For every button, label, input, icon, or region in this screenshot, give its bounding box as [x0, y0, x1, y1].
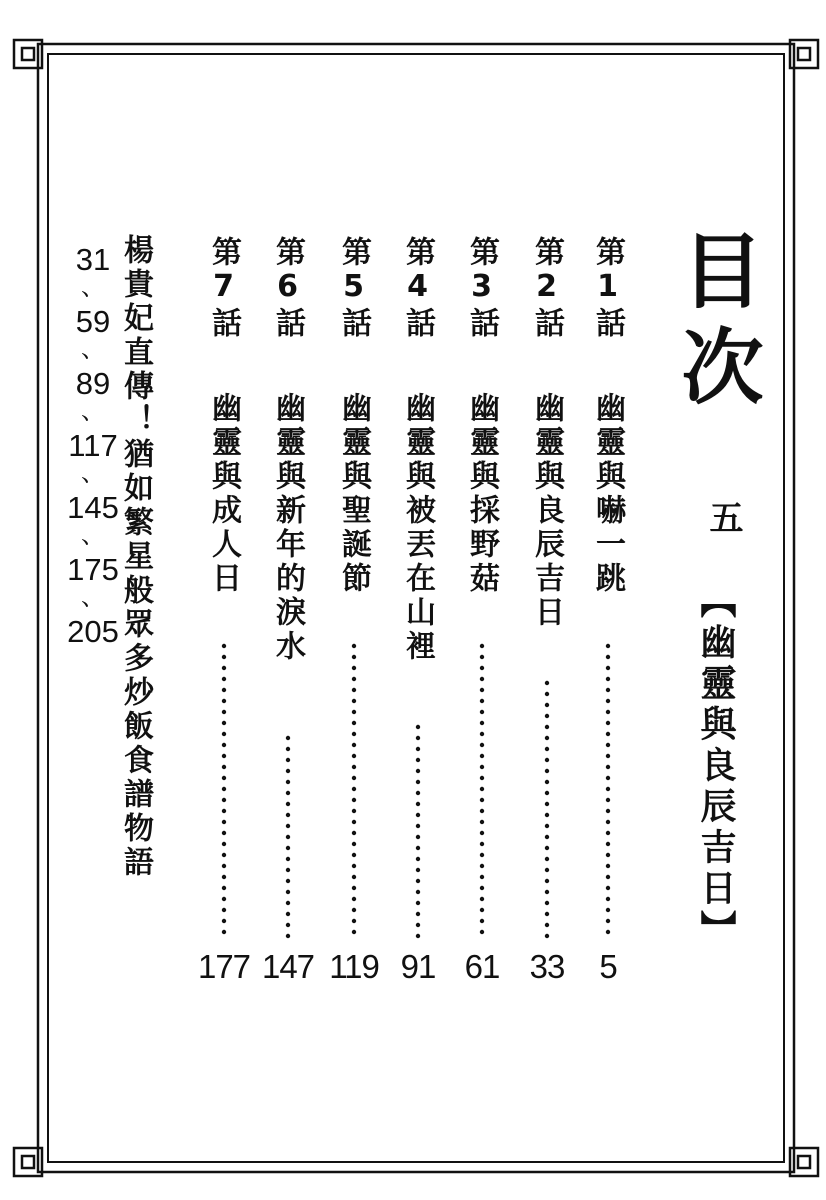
chapter-page-number: 33 — [529, 948, 565, 985]
chapter-number: 第5話 — [336, 236, 371, 340]
chapter-entry[interactable] — [261, 236, 315, 986]
chapter-title: 幽靈與被丟在山裡 — [400, 392, 435, 664]
chapter-page-number: 119 — [329, 948, 379, 985]
dot-leader — [398, 236, 438, 986]
chapter-title: 幽靈與嚇一跳 — [590, 392, 625, 596]
volume-title: 【幽靈與良辰吉日】 — [695, 582, 736, 951]
chapter-number: 第3話 — [464, 236, 499, 340]
extra-page-number: 59 — [75, 304, 111, 339]
chapter-title: 幽靈與採野菇 — [464, 392, 499, 596]
extra-title: 楊貴妃直傳！猶如繁星般眾多炒飯食譜物語 — [118, 234, 153, 880]
extra-page-list — [66, 244, 120, 647]
dot-leader — [204, 236, 244, 986]
chapter-page-number: 177 — [197, 948, 251, 985]
chapter-title: 幽靈與成人日 — [206, 392, 241, 596]
chapter-entry[interactable] — [398, 236, 438, 986]
chapter-entry[interactable] — [588, 236, 628, 986]
chapter-title: 幽靈與聖誕節 — [336, 392, 371, 596]
page-separator: 、 — [81, 583, 105, 611]
chapter-page-number: 91 — [400, 948, 436, 985]
page-title: 目次 — [668, 228, 763, 420]
chapter-title: 幽靈與良辰吉日 — [529, 392, 564, 630]
chapter-entry[interactable] — [197, 236, 251, 986]
chapter-entry[interactable] — [329, 236, 379, 986]
page-separator: 、 — [81, 397, 105, 425]
chapter-number: 第1話 — [590, 236, 625, 340]
page-separator: 、 — [81, 521, 105, 549]
extra-page-number: 31 — [75, 242, 111, 277]
page-separator: 、 — [81, 335, 105, 363]
chapter-number: 第7話 — [206, 236, 241, 340]
page-separator: 、 — [81, 273, 105, 301]
dot-leader — [462, 236, 502, 986]
chapter-title: 幽靈與新年的淚水 — [270, 392, 305, 664]
chapter-page-number: 61 — [464, 948, 500, 985]
dot-leader — [527, 236, 567, 986]
chapter-page-number: 147 — [261, 948, 315, 985]
dot-leader — [588, 236, 628, 986]
volume-number: 五 — [703, 500, 743, 534]
chapter-page-number: 5 — [599, 948, 617, 985]
chapter-number: 第6話 — [270, 236, 305, 340]
page-separator: 、 — [81, 459, 105, 487]
chapter-number: 第4話 — [400, 236, 435, 340]
chapter-entry[interactable] — [462, 236, 502, 986]
chapter-number: 第2話 — [529, 236, 564, 340]
dot-leader — [334, 236, 374, 986]
extra-page-number: 89 — [75, 366, 111, 401]
extra-page-number: 117 — [68, 428, 118, 463]
extra-page-number: 205 — [67, 614, 119, 649]
chapter-entry[interactable] — [527, 236, 567, 986]
dot-leader — [268, 236, 308, 986]
extra-page-number: 175 — [67, 552, 119, 587]
extra-page-number: 145 — [67, 490, 119, 525]
